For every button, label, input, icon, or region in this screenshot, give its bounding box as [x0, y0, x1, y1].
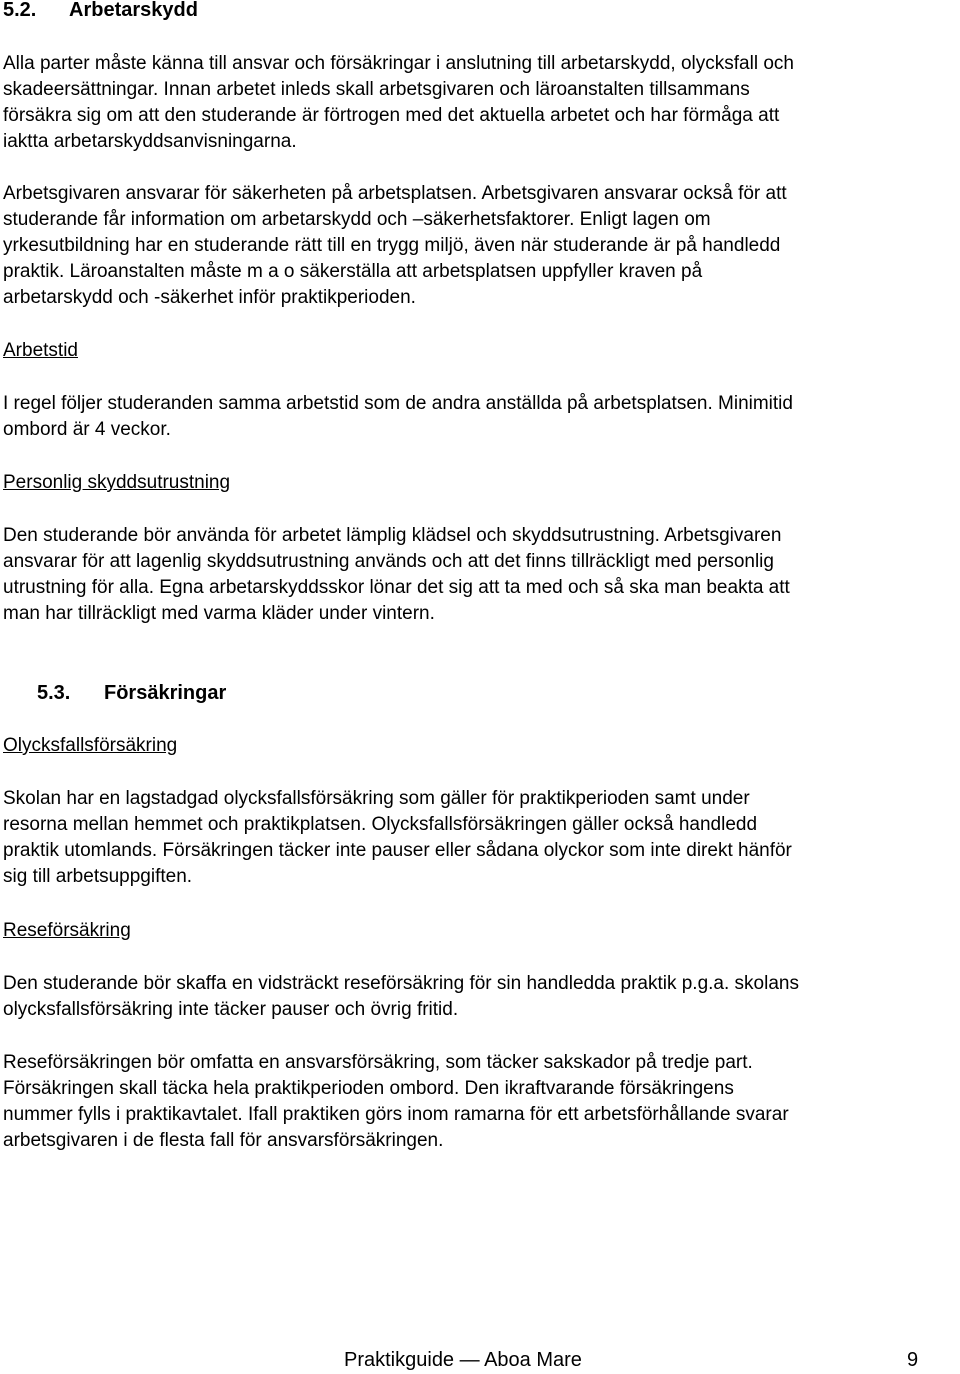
paragraph-travel-insurance-a — [3, 971, 958, 1023]
text-line: I regel följer studeranden samma arbetstid som de andra anställda på arbetsplatsen. Minimitid — [3, 393, 793, 414]
text-line: försäkra sig om att den studerande är förtrogen med det aktuella arbetet och har förmåga att — [3, 105, 780, 126]
text-line: Försäkringen skall täcka hela praktikperioden ombord. Den ikraftvarande försäkringens — [3, 1078, 734, 1099]
text-line: utrustning för alla. Egna arbetarskyddsskor lönar det sig att ta med och så ska man beakta att — [3, 577, 790, 598]
subheading-arbetstid: Arbetstid — [3, 340, 78, 361]
text-line: resorna mellan hemmet och praktikplatsen. Olycksfallsförsäkringen gäller också handledd — [3, 814, 758, 835]
section-heading-5-3 — [37, 680, 960, 706]
section-heading-5-2 — [3, 0, 958, 23]
text-line: iaktta arbetarskyddsanvisningarna. — [3, 131, 297, 152]
text-line: Reseförsäkringen bör omfatta en ansvarsförsäkring, som täcker sakskador på tredje part. — [3, 1052, 753, 1073]
section-number: 5.2. — [3, 0, 37, 21]
text-line: nummer fylls i praktikavtalet. Ifall praktiken görs inom ramarna för ett arbetsförhållande svarar — [3, 1104, 789, 1125]
text-line: studerande får information om arbetarskydd och –säkerhetsfaktorer. Enligt lagen om — [3, 209, 711, 230]
page-footer — [344, 1347, 924, 1373]
text-line: olycksfallsförsäkring inte täcker pauser och övrig fritid. — [3, 999, 459, 1020]
section-title: Försäkringar — [104, 682, 227, 704]
paragraph-intro — [3, 51, 958, 155]
subheading-travel-insurance: Reseförsäkring — [3, 920, 131, 941]
footer-title: Praktikguide — Aboa Mare — [344, 1349, 582, 1371]
paragraph-ppe — [3, 523, 958, 627]
text-line: arbetsgivaren i de flesta fall för ansvarsförsäkringen. — [3, 1130, 444, 1151]
text-line: Skolan har en lagstadgad olycksfallsförsäkring som gäller för praktikperioden samt under — [3, 788, 750, 809]
text-line: sig till arbetsuppgiften. — [3, 866, 193, 887]
section-number: 5.3. — [37, 682, 71, 704]
text-line: arbetarskydd och -säkerhet inför praktikperioden. — [3, 287, 416, 308]
paragraph-travel-insurance-b — [3, 1050, 958, 1154]
text-line: Den studerande bör använda för arbetet lämplig klädsel och skyddsutrustning. Arbetsgivaren — [3, 525, 782, 546]
text-line: Den studerande bör skaffa en vidsträckt reseförsäkring för sin handledda praktik p.g.a. skolans — [3, 973, 799, 994]
text-line: praktik utomlands. Försäkringen täcker inte pauser eller sådana olyckor som inte direkt hänför — [3, 840, 792, 861]
text-line: praktik. Läroanstalten måste m a o säkerställa att arbetsplatsen uppfyller kraven på — [3, 261, 703, 282]
text-line: Alla parter måste känna till ansvar och försäkringar i anslutning till arbetarskydd, olycksfall och — [3, 53, 794, 74]
page-number: 9 — [907, 1349, 919, 1371]
text-line: yrkesutbildning har en studerande rätt till en trygg miljö, även när studerande är på handledd — [3, 235, 781, 256]
text-line: ombord är 4 veckor. — [3, 419, 171, 440]
subheading-ppe: Personlig skyddsutrustning — [3, 472, 231, 493]
text-line: Arbetsgivaren ansvarar för säkerheten på arbetsplatsen. Arbetsgivaren ansvarar också för att — [3, 183, 787, 204]
paragraph-employer-responsibility — [3, 181, 958, 311]
text-line: ansvarar för att lagenlig skyddsutrustning används och att det finns tillräckligt med personlig — [3, 551, 774, 572]
paragraph-accident-insurance — [3, 786, 958, 890]
text-line: man har tillräckligt med varma kläder under vintern. — [3, 603, 435, 624]
paragraph-worktime — [3, 391, 958, 443]
subheading-accident-insurance: Olycksfallsförsäkring — [3, 735, 178, 756]
section-title: Arbetarskydd — [69, 0, 198, 21]
text-line: skadeersättningar. Innan arbetet inleds skall arbetsgivaren och läroanstalten tillsammans — [3, 79, 750, 100]
